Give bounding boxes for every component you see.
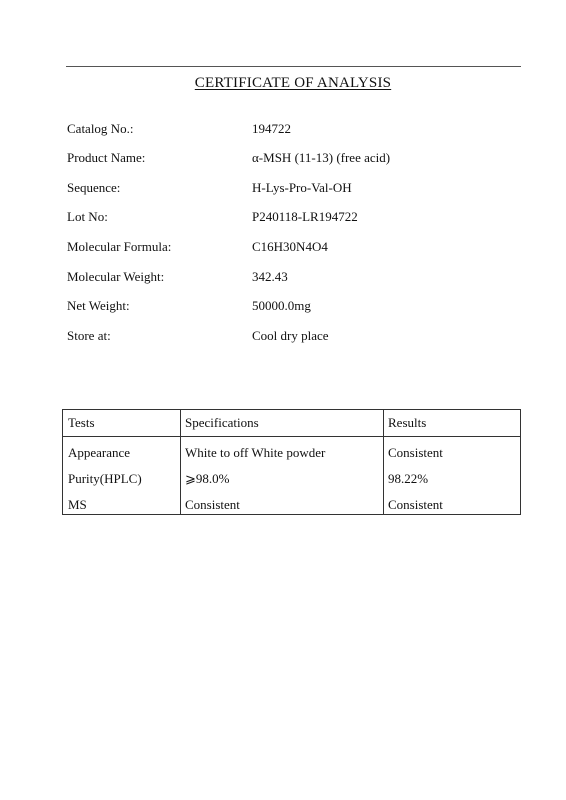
column-divider	[180, 410, 181, 514]
header-tests: Tests	[68, 415, 95, 430]
table-cell: MS	[68, 497, 87, 512]
info-value: P240118-LR194722	[252, 209, 358, 224]
info-row-molecular-formula	[67, 239, 527, 259]
table-cell: White to off White powder	[185, 445, 326, 460]
info-value: C16H30N4O4	[252, 239, 328, 254]
info-row-net-weight	[67, 298, 527, 318]
info-row-catalog	[67, 121, 527, 141]
info-label: Catalog No.:	[67, 121, 134, 136]
table-header-row	[63, 410, 520, 437]
info-value: 50000.0mg	[252, 298, 311, 313]
info-label: Net Weight:	[67, 298, 130, 313]
info-row-store-at	[67, 328, 527, 348]
header-results: Results	[388, 415, 427, 430]
table-cell: ⩾98.0%	[185, 471, 230, 486]
document-title-text: CERTIFICATE OF ANALYSIS	[194, 75, 392, 91]
document-title	[0, 75, 566, 92]
info-row-lot	[67, 209, 527, 229]
table-cell: 98.22%	[388, 471, 429, 486]
info-label: Lot No:	[67, 209, 108, 224]
table-cell: Consistent	[388, 445, 443, 460]
top-rule	[66, 66, 521, 67]
header-specifications: Specifications	[185, 415, 259, 430]
info-label: Product Name:	[67, 150, 146, 165]
table-cell: Appearance	[68, 445, 131, 460]
info-row-product-name	[67, 150, 527, 170]
info-value: 342.43	[252, 269, 288, 284]
results-table	[62, 409, 521, 515]
info-row-molecular-weight	[67, 269, 527, 289]
info-value: H-Lys-Pro-Val-OH	[252, 180, 352, 195]
info-label: Molecular Formula:	[67, 239, 172, 254]
table-cell: Purity(HPLC)	[68, 471, 142, 486]
info-value: α-MSH (11-13) (free acid)	[252, 150, 391, 165]
info-label: Molecular Weight:	[67, 269, 165, 284]
info-row-sequence	[67, 180, 527, 200]
info-label: Sequence:	[67, 180, 121, 195]
info-value: 194722	[252, 121, 291, 136]
table-cell: Consistent	[388, 497, 443, 512]
table-cell: Consistent	[185, 497, 240, 512]
info-label: Store at:	[67, 328, 111, 343]
info-value: Cool dry place	[252, 328, 329, 343]
column-divider	[383, 410, 384, 514]
